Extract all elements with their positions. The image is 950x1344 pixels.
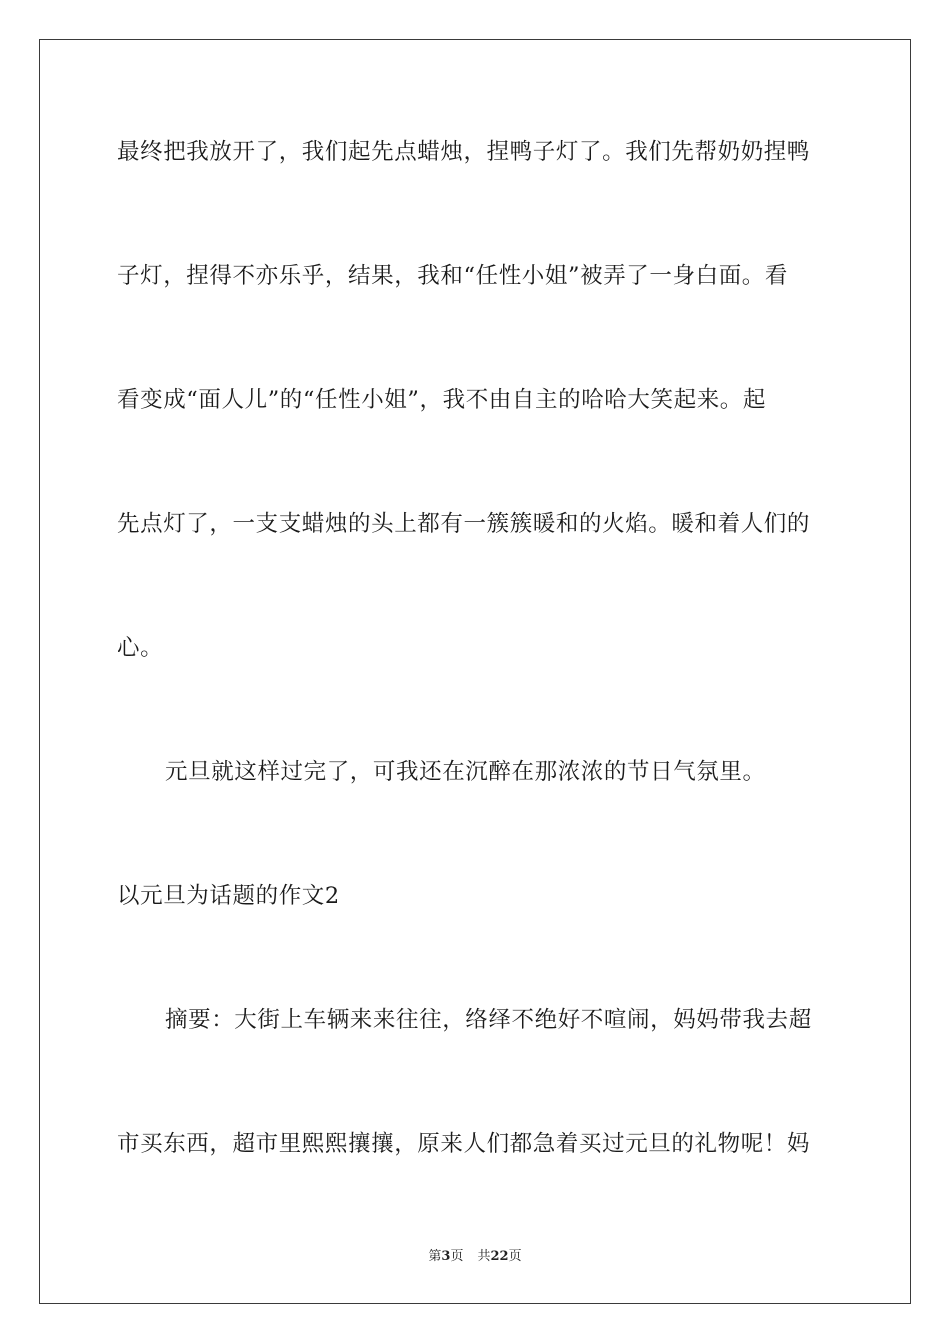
section-title: 以元旦为话题的作文2 — [117, 883, 340, 909]
body-text-line-3: 看变成“面人儿”的“任性小姐”，我不由自主的哈哈大笑起来。起 — [117, 387, 767, 413]
page-footer — [0, 1248, 950, 1266]
abstract-line-1: 摘要：大街上车辆来来往往，络绎不绝好不喧闹，妈妈带我去超 — [165, 1007, 812, 1033]
footer-page-prefix: 第 — [428, 1249, 442, 1264]
footer-page-number: 3 — [441, 1249, 451, 1264]
body-text-line-2: 子灯，捏得不亦乐乎，结果，我和“任性小姐”被弄了一身白面。看 — [117, 263, 789, 289]
body-text-line-4: 先点灯了，一支支蜡烛的头上都有一簇簇暖和的火焰。暖和着人们的 — [117, 511, 811, 537]
paragraph-closing-line: 元旦就这样过完了，可我还在沉醉在那浓浓的节日气氛里。 — [165, 759, 766, 785]
body-text-line-1: 最终把我放开了，我们起先点蜡烛，捏鸭子灯了。我们先帮奶奶捏鸭 — [117, 139, 811, 165]
abstract-line-2: 市买东西，超市里熙熙攘攘，原来人们都急着买过元旦的礼物呢！妈 — [117, 1131, 811, 1157]
footer-total-pages: 22 — [490, 1249, 509, 1264]
footer-total-prefix: 共 — [477, 1249, 491, 1264]
page-border — [39, 39, 911, 1304]
body-text-line-5: 心。 — [117, 635, 164, 661]
footer-total-suffix: 页 — [508, 1249, 522, 1264]
footer-page-suffix: 页 — [450, 1249, 464, 1264]
